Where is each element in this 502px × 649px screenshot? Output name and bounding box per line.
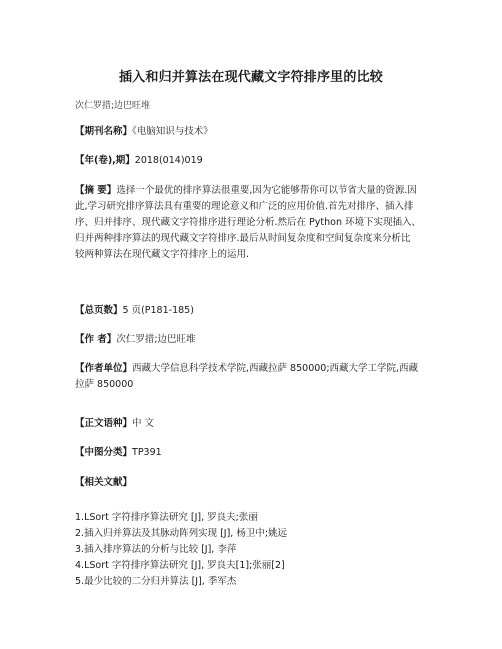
affiliation-line [75,361,435,377]
pages-value: 5 页(P181-185) [122,305,194,316]
year-issue-field [75,153,435,169]
classification-value: TP391 [132,447,162,458]
abstract-line: 此,学习研究排序算法具有重要的理论意义和广泛的应用价值.首先对排序、插入排 [75,201,414,212]
reference-item[interactable]: 1.LSort 字符排序算法研究 [J], 罗良夫;张丽 [75,512,258,523]
authors-label: 【作 者】 [75,334,117,345]
reference-item[interactable]: 3.插入排序算法的分析与比较 [J], 李萍 [75,544,237,555]
affiliation-text: 西藏大学信息科学技术学院,西藏拉萨 850000;西藏大学工学院,西藏 [132,363,419,374]
abstract-line: 归并两种排序算法的现代藏文字符排序.最后从时间复杂度和空间复杂度来分析比 [75,233,411,244]
references-list [75,510,287,590]
affiliation-field [75,361,435,393]
classification-label: 【中图分类】 [75,447,133,458]
references-label: 【相关文献】 [75,477,133,488]
affiliation-label: 【作者单位】 [75,363,133,374]
pages-field [75,303,435,319]
year-issue-label: 【年(卷),期】 [75,155,135,166]
pages-label: 【总页数】 [75,305,123,316]
affiliation-line: 拉萨 850000 [75,379,134,390]
language-label: 【正文语种】 [75,418,133,429]
language-field [75,416,435,432]
reference-item[interactable]: 2.插入归并算法及其脉动阵列实现 [J], 杨卫中;姚远 [75,528,288,539]
authors-byline: 次仁罗措;边巴旺堆 [75,101,151,111]
reference-item[interactable]: 4.LSort 字符排序算法研究 [J], 罗良夫[1];张丽[2] [75,560,285,571]
language-value: 中 文 [132,418,155,429]
reference-item[interactable]: 5.最少比较的二分归并算法 [J], 季军杰 [75,576,237,587]
abstract-line: 较两种算法在现代藏文字符排序上的运用. [75,249,250,260]
abstract-label: 【摘 要】 [75,185,117,196]
journal-value: 《电脑知识与技术》 [132,126,213,137]
abstract-field [75,183,435,263]
references-heading [75,475,435,491]
abstract-line [75,183,435,199]
year-issue-value: 2018(014)019 [134,155,203,166]
authors-field [75,332,435,348]
journal-field [75,124,435,140]
classification-field [75,445,435,461]
authors-value: 次仁罗措;边巴旺堆 [116,334,196,345]
abstract-text: 选择一个最优的排序算法很重要,因为它能够帮你可以节省大量的资源.因 [116,185,417,196]
journal-label: 【期刊名称】 [75,126,133,137]
abstract-line: 序、归并排序、现代藏文字符排序进行理论分析.然后在 Python 环境下实现插入、 [75,217,421,228]
article-title: 插入和归并算法在现代藏文字符排序里的比较 [118,70,383,85]
